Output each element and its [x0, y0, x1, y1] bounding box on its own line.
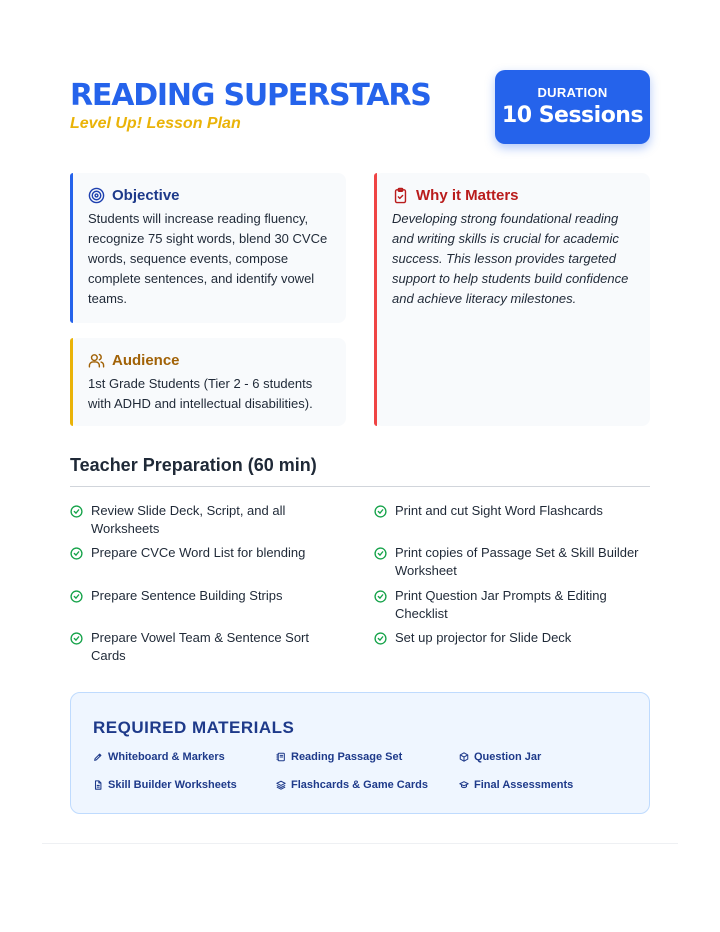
- material-label: Reading Passage Set: [291, 751, 403, 763]
- material-item: [459, 779, 573, 791]
- prep-task: [374, 629, 644, 647]
- page-title: READING SUPERSTARS: [70, 78, 431, 113]
- why-heading: [392, 187, 519, 204]
- prep-task-label: Set up projector for Slide Deck: [395, 630, 572, 645]
- materials-title: REQUIRED MATERIALS: [93, 718, 295, 737]
- check-circle-icon: [374, 505, 387, 518]
- duration-badge: [495, 70, 650, 144]
- clipboard-check-icon: [392, 187, 409, 204]
- material-item: [276, 779, 428, 791]
- material-item: [459, 751, 541, 763]
- prep-task-label: Prepare Vowel Team & Sentence Sort Cards: [91, 630, 309, 663]
- check-circle-icon: [374, 632, 387, 645]
- check-circle-icon: [374, 547, 387, 560]
- page-subtitle: Level Up! Lesson Plan: [70, 115, 241, 132]
- objective-heading: [88, 187, 180, 204]
- notebook-icon: [276, 752, 286, 762]
- audience-accent-bar: [70, 338, 73, 426]
- users-icon: [88, 352, 105, 369]
- prep-task: [374, 544, 644, 580]
- duration-value: 10 Sessions: [501, 103, 644, 128]
- target-icon: [88, 187, 105, 204]
- material-label: Final Assessments: [474, 779, 574, 791]
- objective-text: Students will increase reading fluency, recognize 75 sight words, blend 30 CVCe words, sequence events, compose complete sentences, and identify vowel teams.: [88, 211, 328, 306]
- prep-task-label: Print and cut Sight Word Flashcards: [395, 503, 603, 518]
- check-circle-icon: [374, 590, 387, 603]
- graduation-cap-icon: [459, 780, 469, 790]
- footer-divider: [42, 843, 678, 844]
- prep-task: [70, 587, 330, 605]
- audience-heading: [88, 352, 180, 369]
- prep-task-label: Prepare CVCe Word List for blending: [91, 545, 306, 560]
- prep-task-label: Print Question Jar Prompts & Editing Checklist: [395, 588, 607, 621]
- header: [70, 70, 650, 150]
- audience-text: 1st Grade Students (Tier 2 - 6 students with ADHD and intellectual disabilities).: [88, 376, 313, 411]
- objective-accent-bar: [70, 173, 73, 323]
- required-materials-box: [70, 692, 650, 814]
- check-circle-icon: [70, 632, 83, 645]
- why-accent-bar: [374, 173, 377, 426]
- material-item: [93, 779, 237, 791]
- prep-task: [70, 629, 320, 665]
- material-label: Flashcards & Game Cards: [291, 779, 428, 791]
- prep-task-label: Review Slide Deck, Script, and all Worksheets: [91, 503, 286, 536]
- box-icon: [459, 752, 469, 762]
- prep-task-label: Prepare Sentence Building Strips: [91, 588, 283, 603]
- check-circle-icon: [70, 505, 83, 518]
- prep-task: [70, 544, 330, 562]
- duration-label: DURATION: [537, 85, 608, 100]
- material-label: Whiteboard & Markers: [108, 751, 225, 763]
- prep-task-label: Print copies of Passage Set & Skill Builder Worksheet: [395, 545, 639, 578]
- file-icon: [93, 780, 103, 790]
- material-item: [276, 751, 402, 763]
- preparation-divider: [70, 486, 650, 487]
- why-text: Developing strong foundational reading and writing skills is crucial for academic success. This lesson provides targeted support to help students build confidence and achieve literacy milestones.: [392, 211, 629, 306]
- audience-card: [70, 338, 346, 426]
- material-label: Question Jar: [474, 751, 542, 763]
- layers-icon: [276, 780, 286, 790]
- why-title: Why it Matters: [416, 187, 519, 204]
- prep-task: [374, 587, 634, 623]
- pen-icon: [93, 752, 103, 762]
- why-it-matters-card: [374, 173, 650, 426]
- material-item: [93, 751, 225, 763]
- prep-task: [70, 502, 320, 538]
- prep-task: [374, 502, 644, 520]
- audience-title: Audience: [112, 352, 180, 369]
- preparation-title: Teacher Preparation (60 min): [70, 455, 317, 475]
- check-circle-icon: [70, 547, 83, 560]
- material-label: Skill Builder Worksheets: [108, 779, 237, 791]
- objective-title: Objective: [112, 187, 180, 204]
- objective-card: [70, 173, 346, 323]
- check-circle-icon: [70, 590, 83, 603]
